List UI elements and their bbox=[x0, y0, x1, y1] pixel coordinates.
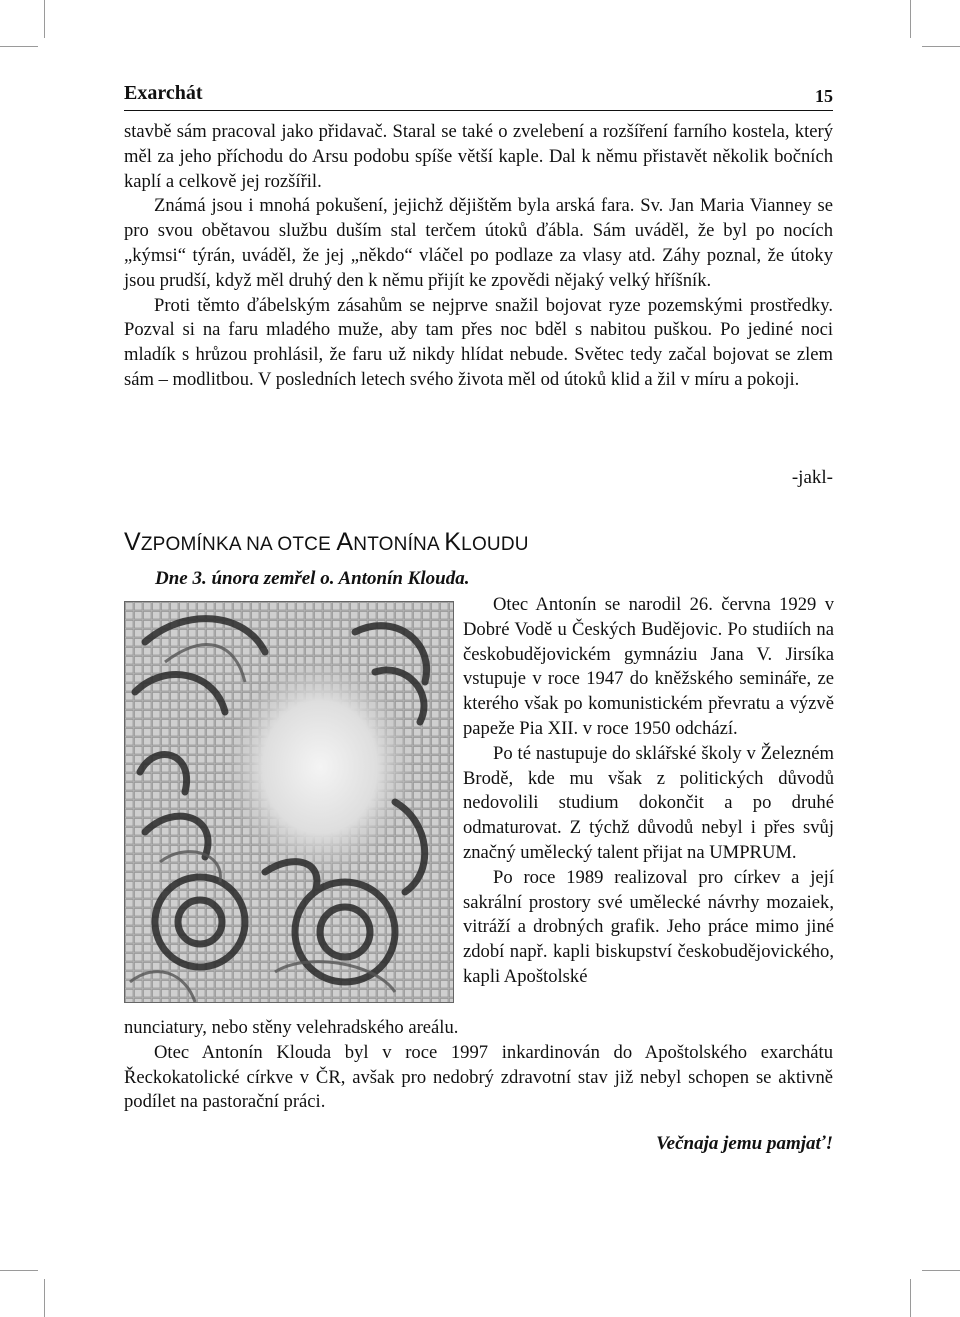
mosaic-artwork bbox=[125, 602, 453, 1002]
title-part: LOUDU bbox=[461, 534, 529, 555]
crop-mark bbox=[44, 1279, 45, 1317]
crop-mark bbox=[922, 46, 960, 47]
paragraph: Známá jsou i mnohá pokušení, jejichž dějištěm byla arská fara. Sv. Jan Maria Vianney se pro svou obětavou službu duším stal terčem útoků ďábla. Sám uváděl, že byl po nocích „kýmsi“ týrán, uváděl, že jej „někdo“ vláčel po podlaze za vlasy atd. Záhy poznal, že útoky jsou prudší, když měl druhý den k němu přijít ke zpovědi nějaký velký hříšník. bbox=[124, 195, 833, 291]
crop-mark bbox=[0, 46, 38, 47]
crop-mark bbox=[0, 1270, 38, 1271]
paragraph: Po roce 1989 realizoval pro církev a její sakrální prostory své umělecké návrhy mozaiek, vitráží a drobných grafik. Jeho práce mimo jiné zdobí např. kapli biskupství českobudějovického, kapli Apoštolské bbox=[463, 866, 834, 987]
header-title: Exarchát bbox=[124, 82, 203, 104]
title-part: A bbox=[336, 528, 354, 556]
right-column-text bbox=[463, 593, 834, 990]
crop-mark bbox=[910, 0, 911, 38]
crop-mark bbox=[44, 0, 45, 38]
title-part: ZPOMÍNKA NA OTCE bbox=[140, 534, 337, 555]
closing-line: Večnaja jemu pamjať! bbox=[656, 1133, 833, 1154]
title-part: K bbox=[444, 528, 462, 556]
mosaic-image bbox=[124, 601, 454, 1003]
paragraph: Proti těmto ďábelským zásahům se nejprve snažil bojovat ryze pozemskými prostředky. Pozval si na faru mladého muže, aby tam přes noc bděl s nabitou puškou. Po jediné noci mladík s hrůzou prohlásil, že faru už nikdy hlídat nebude. Světec tedy začal bojovat se zlem sám – modlitbou. V posledních letech svého života měl od útoků klid a žil v míru a pokoji. bbox=[124, 294, 833, 390]
title-part: V bbox=[124, 528, 141, 556]
article-title bbox=[124, 528, 529, 557]
paragraph: stavbě sám pracoval jako přidavač. Staral se také o zvelebení a rozšíření farního kostela, který měl za jeho příchodu do Arsu podobu spíše větší kaple. Dal k němu přistavět několik bočních kaplí a celkově jej rozšířil. bbox=[124, 121, 833, 192]
paragraph: nunciatury, nebo stěny velehradského areálu. bbox=[124, 1017, 459, 1038]
article-subtitle: Dne 3. února zemřel o. Antonín Klouda. bbox=[155, 568, 470, 589]
page-number: 15 bbox=[815, 86, 833, 106]
crop-mark bbox=[910, 1279, 911, 1317]
author-signature: -jakl- bbox=[791, 467, 833, 488]
top-text bbox=[124, 120, 833, 393]
running-header bbox=[124, 80, 833, 111]
crop-mark bbox=[922, 1270, 960, 1271]
paragraph: Otec Antonín Klouda byl v roce 1997 inkardinován do Apoštolského exarchátu Řeckokatolické církve v ČR, avšak pro nedobrý zdravotní stav již nebyl schopen se aktivně podílet na pastorační práci. bbox=[124, 1041, 833, 1113]
paragraph: Otec Antonín se narodil 26. června 1929 v Dobré Vodě u Českých Budějovic. Po studiích na českobudějovickém gymnáziu Jana V. Jirsíka vstupuje v roce 1947 do kněžského semináře, ze kterého však po komunistickém převratu a výzvě papeže Pia XII. v roce 1950 odchází. bbox=[463, 594, 834, 739]
title-part: NTONÍNA bbox=[353, 534, 445, 555]
paragraph: Po té nastupuje do sklářské školy v Železném Brodě, kde mu však z politických důvodů nedovolili studium dokončit a po druhé odmaturovat. Z týchž důvodů nebyl i přes svůj značný umělecký talent přijat na UMPRUM. bbox=[463, 742, 834, 863]
bottom-text bbox=[124, 1016, 833, 1115]
